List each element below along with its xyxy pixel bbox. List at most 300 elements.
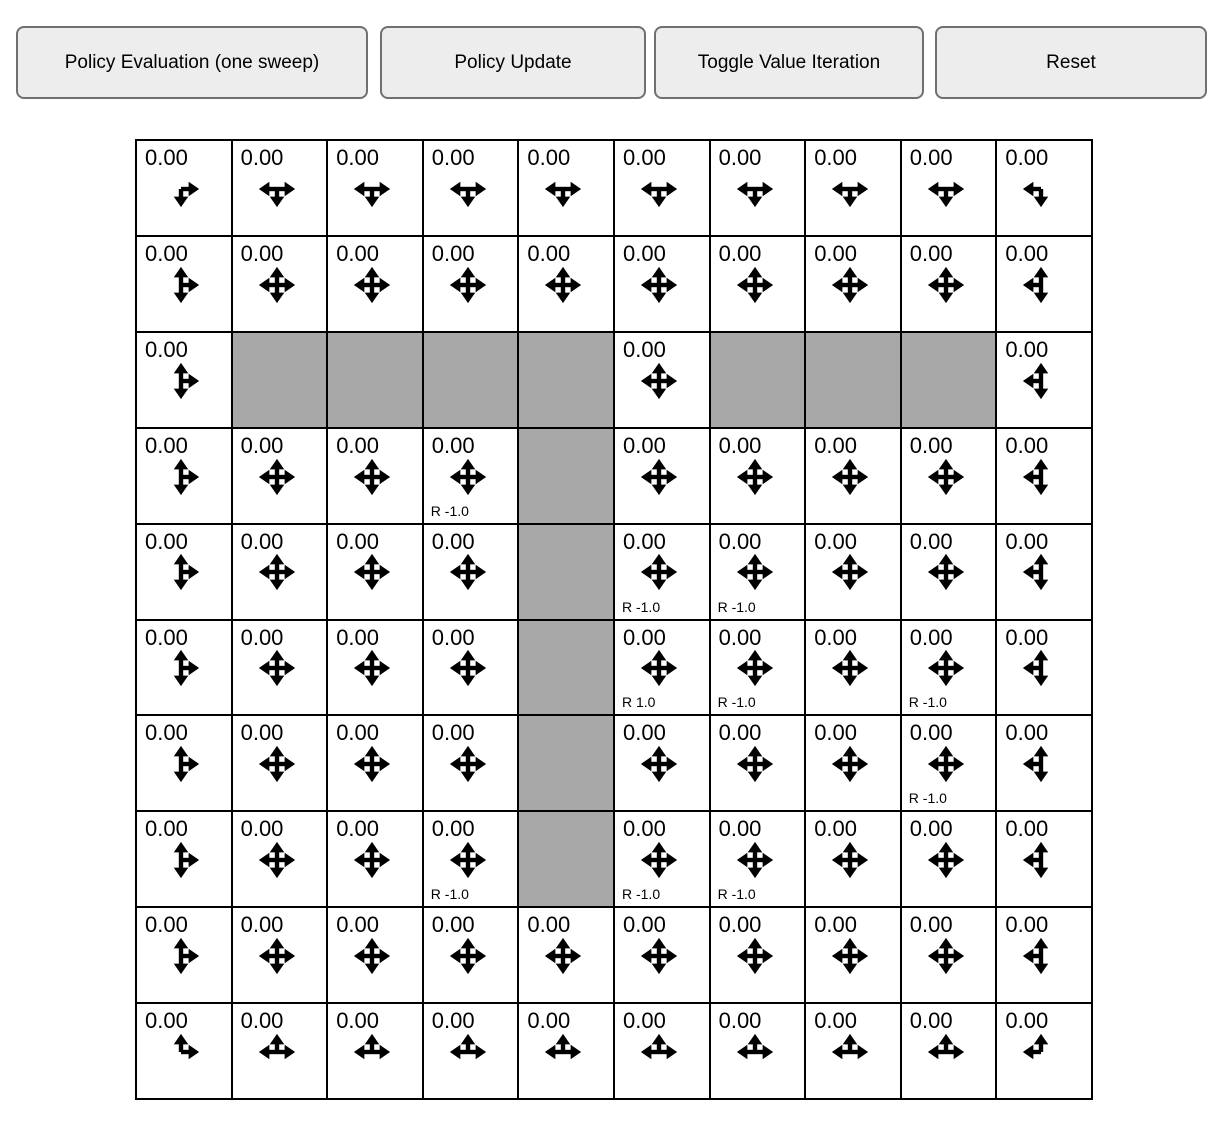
policy-arrows-icon bbox=[1020, 1031, 1062, 1073]
arrow-left-icon bbox=[928, 949, 946, 964]
grid-cell-r3-c3[interactable] bbox=[423, 428, 519, 524]
cell-value: 0.00 bbox=[145, 240, 188, 266]
arrow-down-icon bbox=[843, 956, 858, 974]
policy-arrows-icon bbox=[925, 647, 967, 689]
grid-cell-r2-c5[interactable] bbox=[614, 332, 710, 428]
cell-value: 0.00 bbox=[909, 240, 953, 266]
grid-cell-r1-c0[interactable] bbox=[136, 236, 232, 332]
arrow-left-icon bbox=[736, 1045, 754, 1060]
policy-arrows-icon bbox=[256, 935, 298, 977]
arrow-down-icon bbox=[269, 956, 284, 974]
policy-arrows-icon bbox=[447, 839, 489, 881]
arrow-up-icon bbox=[652, 458, 667, 476]
arrow-up-icon bbox=[365, 554, 380, 572]
arrow-up-icon bbox=[365, 842, 380, 860]
grid-cell-r1-c4[interactable] bbox=[518, 236, 614, 332]
arrow-left-icon bbox=[258, 853, 276, 868]
grid-cell-r4-c9[interactable] bbox=[996, 524, 1092, 620]
grid-cell-r8-c2[interactable] bbox=[327, 907, 423, 1003]
cell-value: 0.00 bbox=[431, 1008, 475, 1034]
cell-value: 0.00 bbox=[814, 912, 858, 938]
arrow-right-icon bbox=[659, 949, 677, 964]
policy-arrows-icon bbox=[160, 456, 202, 498]
cell-value: 0.00 bbox=[909, 816, 953, 842]
arrow-right-icon bbox=[277, 182, 295, 197]
arrow-down-icon bbox=[269, 477, 284, 495]
grid-cell-r6-c0[interactable] bbox=[136, 715, 232, 811]
arrow-right-icon bbox=[372, 853, 390, 868]
arrow-left-icon bbox=[450, 182, 468, 197]
cell-value: 0.00 bbox=[336, 145, 380, 170]
grid-cell-r0-c0[interactable] bbox=[136, 140, 232, 236]
arrow-down-icon bbox=[365, 189, 380, 207]
grid-cell-r4-c2[interactable] bbox=[327, 524, 423, 620]
arrow-down-icon bbox=[843, 572, 858, 590]
policy-arrows-icon bbox=[160, 360, 202, 402]
arrow-up-icon bbox=[174, 363, 189, 381]
policy-arrows-icon bbox=[638, 647, 680, 689]
cell-reward-label: R -1.0 bbox=[908, 694, 947, 711]
grid-cell-r5-c9[interactable] bbox=[996, 620, 1092, 716]
cell-value: 0.00 bbox=[145, 1008, 188, 1034]
arrow-down-icon bbox=[365, 764, 380, 782]
arrow-left-icon bbox=[545, 949, 563, 964]
arrow-left-icon bbox=[354, 757, 372, 772]
policy-arrows-icon bbox=[829, 551, 871, 593]
policy-arrows-icon bbox=[734, 935, 776, 977]
grid-cell-r8-c1[interactable] bbox=[232, 907, 328, 1003]
grid-cell-r3-c9[interactable] bbox=[996, 428, 1092, 524]
arrow-down-icon bbox=[652, 381, 667, 399]
wall-cell-r2-c6 bbox=[710, 332, 806, 428]
grid-cell-r6-c3[interactable] bbox=[423, 715, 519, 811]
grid-cell-r3-c6[interactable] bbox=[710, 428, 806, 524]
grid-cell-r1-c9[interactable] bbox=[996, 236, 1092, 332]
arrow-right-icon bbox=[946, 182, 964, 197]
grid-cell-r7-c3[interactable] bbox=[423, 811, 519, 907]
grid-cell-r6-c8[interactable] bbox=[901, 715, 997, 811]
cell-value: 0.00 bbox=[431, 240, 475, 266]
arrow-down-icon bbox=[747, 668, 762, 686]
arrow-down-icon bbox=[269, 285, 284, 303]
cell-value: 0.00 bbox=[1005, 336, 1049, 362]
arrow-right-icon bbox=[277, 853, 295, 868]
cell-value: 0.00 bbox=[622, 336, 666, 362]
arrow-up-icon bbox=[1034, 363, 1049, 381]
cell-reward-label: R -1.0 bbox=[430, 502, 469, 519]
arrow-down-icon bbox=[939, 189, 954, 207]
cell-value: 0.00 bbox=[909, 912, 953, 938]
arrow-right-icon bbox=[468, 661, 486, 676]
arrow-up-icon bbox=[939, 1034, 954, 1052]
grid-cell-r7-c2[interactable] bbox=[327, 811, 423, 907]
grid-cell-r4-c3[interactable] bbox=[423, 524, 519, 620]
policy-arrows-icon bbox=[542, 168, 584, 210]
grid-cell-r8-c5[interactable] bbox=[614, 907, 710, 1003]
arrow-right-icon bbox=[181, 949, 199, 964]
policy-arrows-icon bbox=[925, 935, 967, 977]
arrow-right-icon bbox=[755, 757, 773, 772]
arrow-up-icon bbox=[365, 938, 380, 956]
grid-cell-r5-c1[interactable] bbox=[232, 620, 328, 716]
grid-cell-r7-c0[interactable] bbox=[136, 811, 232, 907]
arrow-left-icon bbox=[641, 278, 659, 293]
policy-arrows-icon bbox=[925, 1031, 967, 1073]
arrow-up-icon bbox=[939, 842, 954, 860]
arrow-left-icon bbox=[258, 757, 276, 772]
policy-arrows-icon bbox=[638, 456, 680, 498]
arrow-down-icon bbox=[174, 860, 189, 878]
cell-value: 0.00 bbox=[431, 432, 475, 458]
arrow-up-icon bbox=[461, 1034, 476, 1052]
arrow-up-icon bbox=[461, 267, 476, 285]
grid-cell-r8-c0[interactable] bbox=[136, 907, 232, 1003]
grid-cell-r2-c9[interactable] bbox=[996, 332, 1092, 428]
arrow-left-icon bbox=[1023, 661, 1041, 676]
arrow-right-icon bbox=[755, 1045, 773, 1060]
arrow-left-icon bbox=[450, 661, 468, 676]
policy-arrows-icon bbox=[734, 264, 776, 306]
grid-cell-r9-c9[interactable] bbox=[996, 1003, 1092, 1099]
arrow-up-icon bbox=[269, 650, 284, 668]
arrow-left-icon bbox=[928, 278, 946, 293]
arrow-up-icon bbox=[747, 842, 762, 860]
grid-cell-r1-c5[interactable] bbox=[614, 236, 710, 332]
arrow-left-icon bbox=[736, 757, 754, 772]
arrow-down-icon bbox=[269, 860, 284, 878]
arrow-down-icon bbox=[652, 764, 667, 782]
arrow-down-icon bbox=[652, 285, 667, 303]
arrow-right-icon bbox=[659, 757, 677, 772]
arrow-up-icon bbox=[939, 938, 954, 956]
grid-cell-r8-c3[interactable] bbox=[423, 907, 519, 1003]
cell-value: 0.00 bbox=[814, 624, 858, 650]
cell-reward-label: R -1.0 bbox=[908, 790, 947, 807]
cell-value: 0.00 bbox=[240, 624, 284, 650]
grid-cell-r0-c5[interactable] bbox=[614, 140, 710, 236]
cell-value: 0.00 bbox=[145, 624, 188, 650]
arrow-left-icon bbox=[258, 949, 276, 964]
arrow-up-icon bbox=[939, 554, 954, 572]
grid-cell-r3-c0[interactable] bbox=[136, 428, 232, 524]
arrow-down-icon bbox=[461, 189, 476, 207]
arrow-down-icon bbox=[461, 956, 476, 974]
reset-button[interactable]: Reset bbox=[935, 26, 1207, 99]
wall-cell-r2-c7 bbox=[805, 332, 901, 428]
policy-arrows-icon bbox=[447, 168, 489, 210]
arrow-right-icon bbox=[181, 1045, 199, 1060]
arrow-up-icon bbox=[461, 938, 476, 956]
arrow-left-icon bbox=[736, 661, 754, 676]
arrow-right-icon bbox=[277, 1045, 295, 1060]
arrow-right-icon bbox=[468, 278, 486, 293]
policy-arrows-icon bbox=[447, 743, 489, 785]
arrow-up-icon bbox=[269, 938, 284, 956]
arrow-up-icon bbox=[1034, 554, 1049, 572]
policy-arrows-icon bbox=[734, 168, 776, 210]
cell-value: 0.00 bbox=[909, 624, 953, 650]
cell-value: 0.00 bbox=[336, 816, 380, 842]
cell-value: 0.00 bbox=[1005, 145, 1049, 170]
grid-cell-r7-c8[interactable] bbox=[901, 811, 997, 907]
grid-cell-r8-c6[interactable] bbox=[710, 907, 806, 1003]
policy-arrows-icon bbox=[351, 168, 393, 210]
grid-cell-r4-c0[interactable] bbox=[136, 524, 232, 620]
grid-cell-r0-c8[interactable] bbox=[901, 140, 997, 236]
cell-value: 0.00 bbox=[431, 720, 475, 746]
grid-cell-r4-c7[interactable] bbox=[805, 524, 901, 620]
cell-value: 0.00 bbox=[909, 145, 953, 170]
grid-cell-r0-c7[interactable] bbox=[805, 140, 901, 236]
cell-value: 0.00 bbox=[622, 816, 666, 842]
grid-cell-r8-c8[interactable] bbox=[901, 907, 997, 1003]
grid-cell-r2-c0[interactable] bbox=[136, 332, 232, 428]
toggle-value-iteration-button[interactable]: Toggle Value Iteration bbox=[654, 26, 924, 99]
arrow-down-icon bbox=[1034, 860, 1049, 878]
grid-cell-r0-c1[interactable] bbox=[232, 140, 328, 236]
arrow-right-icon bbox=[659, 565, 677, 580]
grid-cell-r9-c0[interactable] bbox=[136, 1003, 232, 1099]
grid-cell-r7-c1[interactable] bbox=[232, 811, 328, 907]
policy-arrows-icon bbox=[638, 839, 680, 881]
policy-arrows-icon bbox=[734, 647, 776, 689]
grid-cell-r4-c6[interactable] bbox=[710, 524, 806, 620]
grid-cell-r1-c7[interactable] bbox=[805, 236, 901, 332]
grid-cell-r1-c1[interactable] bbox=[232, 236, 328, 332]
policy-arrows-icon bbox=[925, 839, 967, 881]
grid-cell-r4-c5[interactable] bbox=[614, 524, 710, 620]
arrow-up-icon bbox=[269, 1034, 284, 1052]
cell-reward-label: R -1.0 bbox=[621, 886, 661, 903]
cell-value: 0.00 bbox=[336, 1008, 380, 1034]
grid-cell-r6-c2[interactable] bbox=[327, 715, 423, 811]
grid-cell-r5-c3[interactable] bbox=[423, 620, 519, 716]
cell-value: 0.00 bbox=[909, 720, 953, 746]
cell-value: 0.00 bbox=[145, 145, 188, 170]
grid-cell-r5-c7[interactable] bbox=[805, 620, 901, 716]
arrow-right-icon bbox=[755, 278, 773, 293]
grid-cell-r9-c7[interactable] bbox=[805, 1003, 901, 1099]
grid-cell-r8-c7[interactable] bbox=[805, 907, 901, 1003]
arrow-left-icon bbox=[354, 1045, 372, 1060]
arrow-up-icon bbox=[747, 1034, 762, 1052]
arrow-down-icon bbox=[365, 956, 380, 974]
arrow-right-icon bbox=[850, 661, 868, 676]
arrow-down-icon bbox=[365, 285, 380, 303]
grid-cell-r4-c8[interactable] bbox=[901, 524, 997, 620]
arrow-up-icon bbox=[652, 938, 667, 956]
arrow-up-icon bbox=[652, 363, 667, 381]
arrow-left-icon bbox=[354, 469, 372, 484]
cell-value: 0.00 bbox=[240, 432, 284, 458]
arrow-left-icon bbox=[736, 278, 754, 293]
policy-arrows-icon bbox=[351, 935, 393, 977]
arrow-up-icon bbox=[652, 1034, 667, 1052]
grid-cell-r9-c1[interactable] bbox=[232, 1003, 328, 1099]
arrow-right-icon bbox=[468, 949, 486, 964]
arrow-left-icon bbox=[1023, 949, 1041, 964]
policy-arrows-icon bbox=[829, 647, 871, 689]
policy-arrows-icon bbox=[542, 264, 584, 306]
cell-reward-label: R -1.0 bbox=[717, 598, 756, 615]
arrow-up-icon bbox=[1034, 842, 1049, 860]
grid-cell-r5-c0[interactable] bbox=[136, 620, 232, 716]
arrow-left-icon bbox=[736, 182, 754, 197]
arrow-up-icon bbox=[747, 267, 762, 285]
cell-value: 0.00 bbox=[336, 240, 380, 266]
arrow-down-icon bbox=[939, 668, 954, 686]
grid-cell-r9-c2[interactable] bbox=[327, 1003, 423, 1099]
cell-value: 0.00 bbox=[814, 240, 858, 266]
arrow-down-icon bbox=[461, 477, 476, 495]
grid-cell-r0-c9[interactable] bbox=[996, 140, 1092, 236]
arrow-left-icon bbox=[832, 949, 850, 964]
grid-cell-r8-c4[interactable] bbox=[518, 907, 614, 1003]
grid-cell-r0-c2[interactable] bbox=[327, 140, 423, 236]
grid-cell-r7-c5[interactable] bbox=[614, 811, 710, 907]
policy-arrows-icon bbox=[638, 264, 680, 306]
policy-arrows-icon bbox=[1020, 647, 1062, 689]
grid-cell-r9-c3[interactable] bbox=[423, 1003, 519, 1099]
arrow-up-icon bbox=[652, 267, 667, 285]
cell-value: 0.00 bbox=[240, 912, 284, 938]
arrow-down-icon bbox=[939, 572, 954, 590]
arrow-up-icon bbox=[652, 746, 667, 764]
arrow-down-icon bbox=[174, 285, 189, 303]
grid-cell-r1-c6[interactable] bbox=[710, 236, 806, 332]
arrow-down-icon bbox=[365, 572, 380, 590]
policy-arrows-icon bbox=[638, 1031, 680, 1073]
grid-cell-r3-c8[interactable] bbox=[901, 428, 997, 524]
grid-cell-r0-c3[interactable] bbox=[423, 140, 519, 236]
arrow-left-icon bbox=[450, 278, 468, 293]
wall-cell-r4-c4 bbox=[518, 524, 614, 620]
arrow-left-icon bbox=[641, 1045, 659, 1060]
grid-cell-r6-c1[interactable] bbox=[232, 715, 328, 811]
grid-cell-r3-c7[interactable] bbox=[805, 428, 901, 524]
grid-cell-r1-c8[interactable] bbox=[901, 236, 997, 332]
grid-cell-r6-c7[interactable] bbox=[805, 715, 901, 811]
grid-cell-r3-c2[interactable] bbox=[327, 428, 423, 524]
cell-value: 0.00 bbox=[718, 145, 762, 170]
grid-cell-r5-c8[interactable] bbox=[901, 620, 997, 716]
cell-value: 0.00 bbox=[145, 720, 188, 746]
policy-arrows-icon bbox=[160, 1031, 202, 1073]
cell-value: 0.00 bbox=[622, 624, 666, 650]
policy-arrows-icon bbox=[542, 1031, 584, 1073]
arrow-up-icon bbox=[1034, 650, 1049, 668]
grid-cell-r0-c6[interactable] bbox=[710, 140, 806, 236]
grid-cell-r3-c5[interactable] bbox=[614, 428, 710, 524]
policy-evaluation-button[interactable]: Policy Evaluation (one sweep) bbox=[16, 26, 368, 99]
arrow-left-icon bbox=[641, 853, 659, 868]
arrow-right-icon bbox=[181, 661, 199, 676]
grid-cell-r6-c5[interactable] bbox=[614, 715, 710, 811]
cell-value: 0.00 bbox=[622, 1008, 666, 1034]
grid-cell-r7-c7[interactable] bbox=[805, 811, 901, 907]
arrow-down-icon bbox=[652, 956, 667, 974]
arrow-up-icon bbox=[843, 746, 858, 764]
grid-cell-r1-c3[interactable] bbox=[423, 236, 519, 332]
arrow-down-icon bbox=[174, 381, 189, 399]
grid-cell-r6-c6[interactable] bbox=[710, 715, 806, 811]
arrow-up-icon bbox=[269, 267, 284, 285]
grid-cell-r7-c6[interactable] bbox=[710, 811, 806, 907]
grid-cell-r5-c6[interactable] bbox=[710, 620, 806, 716]
grid-cell-r6-c9[interactable] bbox=[996, 715, 1092, 811]
grid-cell-r3-c1[interactable] bbox=[232, 428, 328, 524]
grid-cell-r8-c9[interactable] bbox=[996, 907, 1092, 1003]
cell-value: 0.00 bbox=[909, 432, 953, 458]
arrow-right-icon bbox=[468, 853, 486, 868]
policy-arrows-icon bbox=[829, 456, 871, 498]
policy-update-button[interactable]: Policy Update bbox=[380, 26, 646, 99]
policy-arrows-icon bbox=[351, 743, 393, 785]
grid-cell-r7-c9[interactable] bbox=[996, 811, 1092, 907]
arrow-down-icon bbox=[1034, 189, 1049, 207]
cell-value: 0.00 bbox=[336, 528, 380, 554]
arrow-left-icon bbox=[832, 661, 850, 676]
arrow-up-icon bbox=[461, 554, 476, 572]
grid-cell-r9-c6[interactable] bbox=[710, 1003, 806, 1099]
arrow-left-icon bbox=[641, 373, 659, 388]
grid-cell-r5-c5[interactable] bbox=[614, 620, 710, 716]
arrow-up-icon bbox=[461, 458, 476, 476]
arrow-right-icon bbox=[946, 949, 964, 964]
arrow-up-icon bbox=[939, 746, 954, 764]
arrow-right-icon bbox=[563, 949, 581, 964]
arrow-left-icon bbox=[545, 278, 563, 293]
arrow-up-icon bbox=[461, 650, 476, 668]
arrow-down-icon bbox=[747, 572, 762, 590]
arrow-right-icon bbox=[277, 565, 295, 580]
arrow-up-icon bbox=[843, 458, 858, 476]
arrow-left-icon bbox=[928, 661, 946, 676]
arrow-left-icon bbox=[832, 278, 850, 293]
arrow-up-icon bbox=[747, 746, 762, 764]
grid-cell-r9-c8[interactable] bbox=[901, 1003, 997, 1099]
policy-arrows-icon bbox=[925, 168, 967, 210]
arrow-down-icon bbox=[652, 668, 667, 686]
arrow-right-icon bbox=[946, 853, 964, 868]
arrow-left-icon bbox=[736, 469, 754, 484]
grid-cell-r0-c4[interactable] bbox=[518, 140, 614, 236]
arrow-left-icon bbox=[641, 565, 659, 580]
arrow-left-icon bbox=[736, 853, 754, 868]
grid-cell-r1-c2[interactable] bbox=[327, 236, 423, 332]
policy-arrows-icon bbox=[351, 264, 393, 306]
arrow-up-icon bbox=[939, 267, 954, 285]
policy-arrows-icon bbox=[351, 551, 393, 593]
arrow-right-icon bbox=[181, 373, 199, 388]
arrow-down-icon bbox=[174, 477, 189, 495]
arrow-left-icon bbox=[1023, 373, 1041, 388]
policy-arrows-icon bbox=[160, 839, 202, 881]
arrow-down-icon bbox=[556, 285, 571, 303]
policy-arrows-icon bbox=[829, 839, 871, 881]
arrow-down-icon bbox=[365, 668, 380, 686]
cell-value: 0.00 bbox=[814, 816, 858, 842]
cell-value: 0.00 bbox=[718, 912, 762, 938]
cell-value: 0.00 bbox=[527, 1008, 571, 1034]
arrow-right-icon bbox=[946, 278, 964, 293]
grid-cell-r5-c2[interactable] bbox=[327, 620, 423, 716]
cell-value: 0.00 bbox=[1005, 1008, 1049, 1034]
grid-cell-r9-c4[interactable] bbox=[518, 1003, 614, 1099]
grid-cell-r4-c1[interactable] bbox=[232, 524, 328, 620]
grid-cell-r9-c5[interactable] bbox=[614, 1003, 710, 1099]
policy-arrows-icon bbox=[638, 551, 680, 593]
